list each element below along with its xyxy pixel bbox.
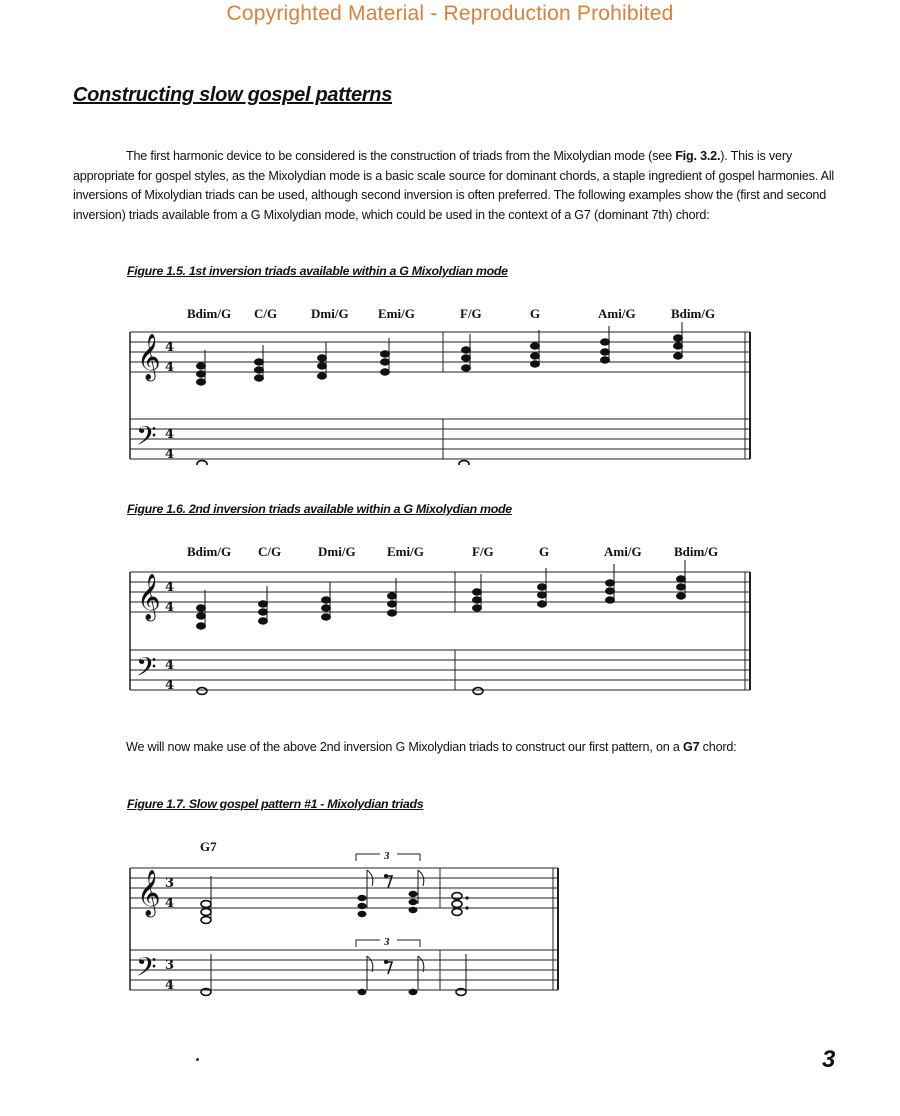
triplet-mark: 3 [384, 936, 390, 948]
svg-text:4: 4 [165, 580, 175, 595]
svg-text:3: 3 [165, 876, 175, 891]
chord-label: Bdim/G [674, 544, 719, 559]
pattern-text-end: chord: [699, 740, 737, 754]
chord-label: Bdim/G [187, 544, 232, 559]
chord-label: Emi/G [378, 306, 415, 321]
treble-staff [130, 868, 558, 908]
bass-clef-icon: 𝄢 [136, 951, 157, 989]
barlines [130, 572, 750, 690]
bass-staff [130, 650, 750, 690]
copyright-watermark: Copyrighted Material - Reproduction Prohibited [226, 2, 674, 25]
time-signature [165, 876, 174, 993]
figure-1-6-bass-notes [197, 688, 483, 695]
barlines [130, 868, 558, 990]
treble-clef-icon: 𝄞 [137, 870, 161, 916]
stray-mark [196, 1058, 199, 1061]
chord-label: G [539, 544, 550, 559]
chord-label: Dmi/G [311, 306, 349, 321]
figure-1-5-treble-chords [197, 322, 683, 385]
chord-label: Dmi/G [318, 544, 356, 559]
figure-1-6-score [0, 538, 900, 703]
triplet-mark: 3 [384, 850, 390, 862]
svg-text:4: 4 [165, 658, 175, 673]
intro-paragraph [73, 147, 843, 225]
intro-text-end: ). This is very appropriate for gospel styles, as the Mixolydian mode is a basic scale source for dominant chords, a staple ingredient of gospel harmonies. All inversions of Mixolydian triads can be used, although second inversion is often preferred. The following examples show the (first and second inversion) triads available from a G Mixolydian mode, which could be used in the context of a G7 (dominant 7th) chord: [73, 149, 835, 222]
treble-staff [130, 572, 750, 612]
treble-staff [130, 332, 750, 372]
bass-staff [130, 419, 750, 459]
intro-text-start: The first harmonic device to be considered is the construction of triads from the Mixolydian mode (see [126, 149, 676, 163]
svg-text:4: 4 [165, 600, 175, 615]
section-title: Constructing slow gospel patterns [73, 84, 393, 106]
chord-label: Bdim/G [671, 306, 716, 321]
chord-label: C/G [254, 306, 278, 321]
bass-staff [130, 950, 558, 990]
svg-text:4: 4 [165, 340, 175, 355]
figure-1-5-caption: Figure 1.5. 1st inversion triads available within a G Mixolydian mode [127, 264, 508, 278]
pattern-paragraph [73, 738, 843, 758]
figure-1-5-bass-notes [197, 461, 469, 465]
chord-label-g7: G7 [200, 839, 217, 854]
time-signature [165, 340, 174, 462]
figure-1-6-treble-chords [197, 560, 686, 629]
figure-1-5-score [0, 300, 900, 465]
barlines [130, 332, 750, 459]
chord-label: Ami/G [604, 544, 642, 559]
figure-1-6-chord-labels [187, 544, 718, 559]
page-number: 3 [822, 1046, 836, 1073]
figure-1-7-score [0, 832, 900, 1002]
svg-text:4: 4 [165, 360, 175, 375]
time-signature [165, 580, 174, 693]
figure-reference: Fig. 3.2. [675, 149, 721, 163]
treble-clef-icon: 𝄞 [137, 334, 161, 380]
bass-clef-icon: 𝄢 [136, 420, 157, 458]
pattern-text-start: We will now make use of the above 2nd inversion G Mixolydian triads to construct our first pattern, on a [126, 740, 683, 754]
chord-label: C/G [258, 544, 282, 559]
treble-clef-icon: 𝄞 [137, 574, 161, 620]
chord-label: F/G [472, 544, 494, 559]
chord-label: F/G [460, 306, 482, 321]
figure-1-6-caption: Figure 1.6. 2nd inversion triads available within a G Mixolydian mode [127, 502, 512, 516]
bass-clef-icon: 𝄢 [136, 651, 157, 689]
chord-label: G [530, 306, 541, 321]
svg-text:4: 4 [165, 896, 175, 911]
figure-1-5-chord-labels [187, 306, 715, 321]
svg-text:4: 4 [165, 447, 175, 462]
svg-text:4: 4 [165, 427, 175, 442]
chord-label: Bdim/G [187, 306, 232, 321]
svg-text:4: 4 [165, 678, 175, 693]
svg-text:4: 4 [165, 978, 175, 993]
svg-text:3: 3 [165, 958, 175, 973]
chord-reference: G7 [682, 740, 700, 754]
chord-label: Ami/G [598, 306, 636, 321]
chord-label: Emi/G [387, 544, 424, 559]
figure-1-7-caption: Figure 1.7. Slow gospel pattern #1 - Mixolydian triads [127, 797, 424, 811]
